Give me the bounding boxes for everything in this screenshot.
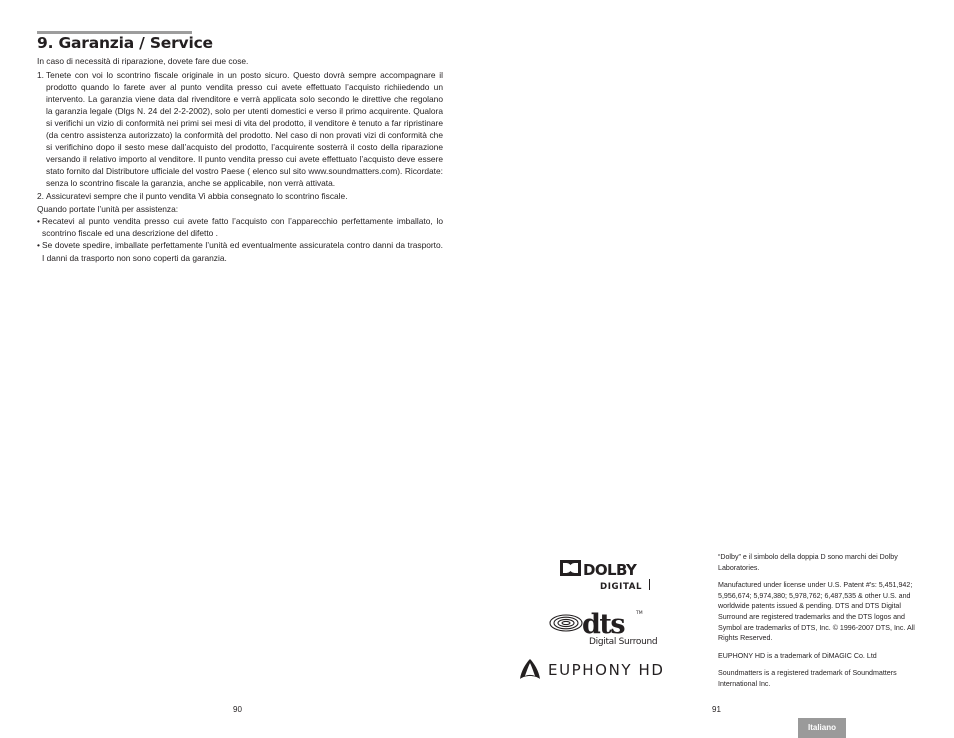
dolby-digital-label: DIGITAL [600,582,643,591]
step-item-2 [37,190,443,202]
bullet-icon: • [37,216,40,227]
warranty-body [37,55,443,264]
euphony-wordmark: EUPHONY HD [548,661,665,679]
bullet-item-1 [37,215,443,239]
dolby-digital-logo [560,559,654,591]
dolby-double-d-icon [560,560,581,576]
dts-disc-icon [550,615,582,631]
step-number: 2. [37,190,44,201]
bullet-text: Recatevi al punto vendita presso cui avete fatto l’acquisto con l’apparecchio perfettamente imballato, lo scontrino fiscale ed una descrizione del difetto . [42,216,443,239]
trademark-notices [718,552,928,697]
euphony-hd-logo [518,657,694,681]
page-number-right: 91 [712,705,721,714]
dolby-wordmark: DOLBY [583,561,637,579]
step-number: 1. [37,69,44,80]
bullet-icon: • [37,240,40,251]
step-item-1 [37,69,443,190]
bullet-item-2 [37,239,443,263]
dts-wordmark: dts [582,609,625,640]
bullet-text: Se dovete spedire, imballate perfettamente l’unità ed eventualmente assicuratela contro danni da trasporto. I danni da trasporto non sono coperti da garanzia. [42,240,443,263]
dts-trademark-mark: TM [636,611,643,616]
dolby-notice: “Dolby” e il simbolo della doppia D sono marchi dei Dolby Laboratories. [718,553,898,572]
dts-digital-surround-label: Digital Surround [589,637,658,647]
dts-notice: Manufactured under license under U.S. Patent #’s: 5,451,942; 5,956,674; 5,974,380; 5,978,762; 6,487,535 & other U.S. and worldwide patents issued & pending. DTS and DTS Digital Surround are registered trademarks and the DTS logos and Symbol are trademarks of DTS, Inc. © 1996-2007 DTS, Inc. All Rights Reserved. [718,581,915,643]
intro-text: In caso di necessità di riparazione, dovete fare due cose. [37,56,249,66]
step-text: Tenete con voi lo scontrino fiscale originale in un posto sicuro. Questo dovrà sempre accompagnare il prodotto quando lo farete aver al punto vendita presso cui avete effettuato l’acquisto richiiedendo un intervento. La garanzia viene data dal rivenditore e verrà applicata solo secondo le direttive che regolano la garanzia legale (Dlgs N. 24 del 2-2-2002), solo per utenti domestici e verso il primo acquirente. Qualora si verifichi un vizio di conformità nei primi sei mesi di vita del prodotto, il venditore è tenuto a far ripristinare (da centro assistenza autorizzato) la conformità del prodotto. Nel caso di non provati vizi di conformità che si verifichino dopo il sesto mese dall’acquisto del prodotto, l’acquirente sosterrà il costo della riparazione versando il relativo importo al venditore. Il punto vendita presso cui avete effettuato l’acquisto deve essere stato fornito dal Distributore ufficiale del vostro Paese ( elenco sul sito www.soundmatters.com). Ricordate: senza lo scontrino fiscale la garanzia, anche se applicabile, non verrà attivata. [46,69,443,189]
dts-digital-surround-logo [548,607,664,647]
page-number-left: 90 [233,705,242,714]
step-text: Assicuratevi sempre che il punto vendita Vi abbia consegnato lo scontrino fiscale. [46,190,348,201]
section-title: 9. Garanzia / Service [37,34,213,52]
euphony-drop-icon [520,659,540,679]
soundmatters-notice: Soundmatters is a registered trademark of Soundmatters International Inc. [718,669,897,688]
assist-intro: Quando portate l’unità per assistenza: [37,204,179,215]
euphony-notice: EUPHONY HD is a trademark of DiMAGIC Co. Ltd [718,651,877,660]
language-tab: Italiano [798,718,846,738]
